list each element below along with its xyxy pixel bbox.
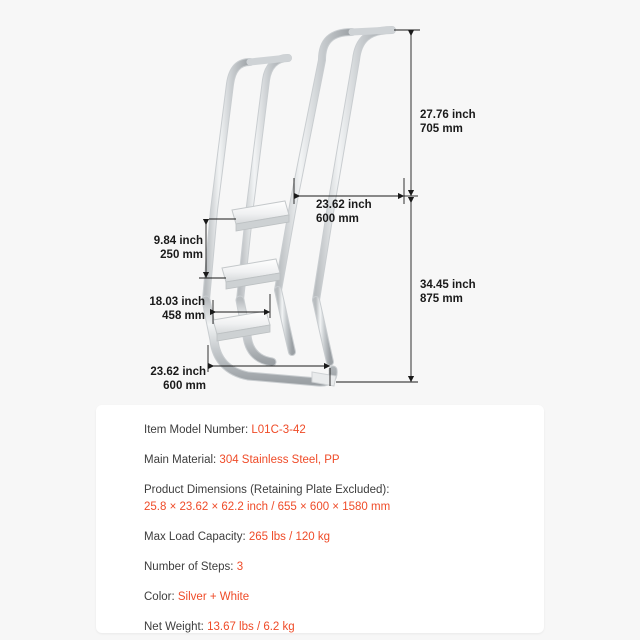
spec-row-max-load-capacity — [96, 530, 544, 545]
dim-label-handrail-height — [420, 108, 476, 136]
dim-label-step-width — [131, 295, 205, 323]
spec-value-number-of-steps: 3 — [236, 561, 244, 573]
spec-key-color: Color: — [144, 591, 175, 603]
spec-key-main-material: Main Material: — [144, 454, 217, 466]
dim-label-ladder-height — [420, 278, 476, 306]
dim-label-base-width — [136, 365, 206, 393]
dim-step-spacing-inch: 9.84 inch — [153, 235, 203, 247]
spec-key-net-weight: Net Weight: — [144, 621, 204, 633]
dim-handrail-height-inch: 27.76 inch — [420, 109, 476, 121]
spec-key-product-dimensions: Product Dimensions (Retaining Plate Excluded): — [144, 484, 390, 496]
spec-key-max-load-capacity: Max Load Capacity: — [144, 531, 246, 543]
spec-value-product-dimensions: 25.8 × 23.62 × 62.2 inch / 655 × 600 × 1580 mm — [144, 501, 391, 513]
spec-row-product-dimensions — [96, 483, 544, 515]
dim-step-width-mm: 458 mm — [162, 310, 205, 322]
spec-key-number-of-steps: Number of Steps: — [144, 561, 234, 573]
spec-value-color: Silver + White — [177, 591, 250, 603]
dim-ladder-height-inch: 34.45 inch — [420, 279, 476, 291]
spec-key-model-number: Item Model Number: — [144, 424, 249, 436]
dim-handrail-height-mm: 705 mm — [420, 123, 463, 135]
ladder-rails — [206, 30, 392, 300]
specification-list — [96, 405, 544, 635]
spec-value-model-number: L01C-3-42 — [251, 424, 306, 436]
spec-row-number-of-steps — [96, 560, 544, 575]
spec-row-main-material — [96, 453, 544, 468]
spec-row-model-number — [96, 423, 544, 438]
dim-label-handrail-width — [316, 198, 372, 226]
spec-value-max-load-capacity: 265 lbs / 120 kg — [248, 531, 331, 543]
dim-handrail-width-mm: 600 mm — [316, 213, 359, 225]
specification-card — [96, 405, 544, 633]
spec-value-net-weight: 13.67 lbs / 6.2 kg — [207, 621, 295, 633]
spec-row-color — [96, 590, 544, 605]
ladder-steps — [213, 201, 289, 341]
dim-label-step-spacing — [131, 234, 203, 262]
dim-base-width-mm: 600 mm — [163, 380, 206, 392]
dim-handrail-width-inch: 23.62 inch — [316, 199, 372, 211]
dim-base-width-inch: 23.62 inch — [150, 366, 206, 378]
dim-step-spacing-mm: 250 mm — [160, 249, 203, 261]
dim-ladder-height-mm: 875 mm — [420, 293, 463, 305]
dim-step-width-inch: 18.03 inch — [149, 296, 205, 308]
spec-value-main-material: 304 Stainless Steel, PP — [219, 454, 340, 466]
spec-row-net-weight — [96, 620, 544, 635]
